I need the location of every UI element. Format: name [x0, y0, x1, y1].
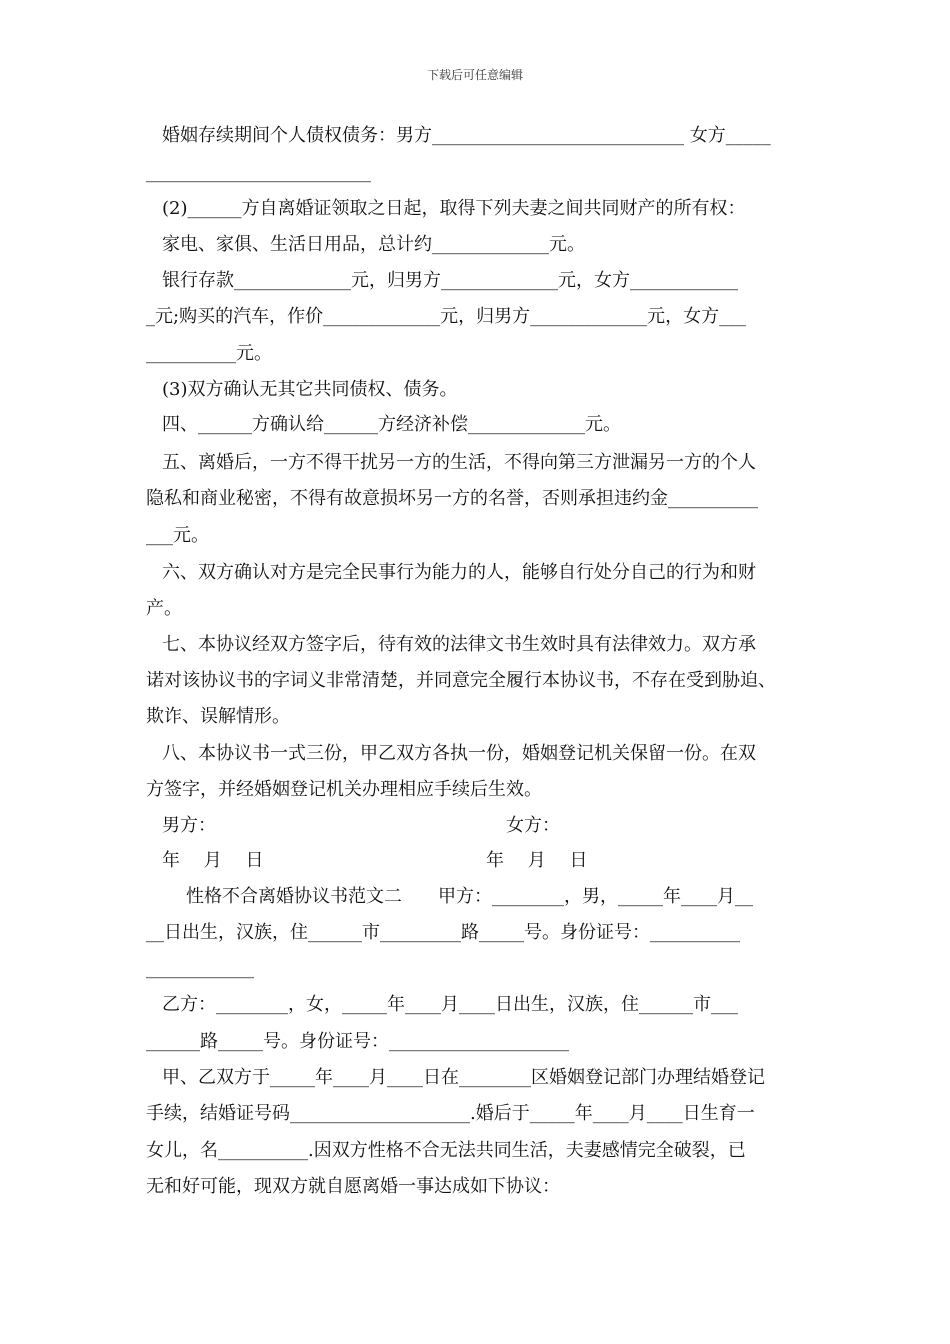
signature-female-label: 女方： [506, 815, 560, 836]
page-header-note: 下载后可任意编辑 [426, 68, 523, 82]
text-line: 家电、家俱、生活日用品，总计约_____________元。 [162, 234, 585, 255]
text-line: 八、本协议书一式三份，甲乙双方各执一份，婚姻登记机关保留一份。在双 [162, 743, 756, 764]
text-line: 银行存款_____________元，归男方_____________元，女方____________ [162, 270, 738, 291]
text-line: _元;购买的汽车，作价_____________元，归男方_____________元，女方___ [146, 306, 747, 327]
text-line: 七、本协议经双方签字后，待有效的法律文书生效时具有法律效力。双方承 [162, 634, 756, 655]
text-line: _________________________ [146, 162, 371, 183]
text-line: ______路_____号。身份证号：____________________ [146, 1031, 569, 1052]
text-line: 五、离婚后，一方不得干扰另一方的生活，不得向第三方泄漏另一方的个人 [162, 452, 756, 473]
text-line: 欺诈、误解情形。 [146, 706, 290, 727]
text-line: 乙方：________，女，_____年____月____日出生，汉族，住______市___ [162, 994, 738, 1015]
text-line: 四、______方确认给______方经济补偿_____________元。 [162, 414, 621, 435]
text-line: __________元。 [146, 343, 272, 364]
text-line: ____________ [146, 958, 254, 979]
signature-male-label: 男方： [162, 815, 216, 836]
text-line: 手续，结婚证号码____________________.婚后于_____年____月____日生育一 [146, 1103, 755, 1124]
text-line: 婚姻存续期间个人债权债务：男方____________________________ 女方_____ [162, 125, 771, 146]
text-line: 方签字，并经婚姻登记机关办理相应手续后生效。 [146, 779, 542, 800]
text-line: (2)______方自离婚证领取之日起，取得下列夫妻之间共同财产的所有权： [162, 198, 746, 219]
text-line: 甲、乙双方于_____年____月____日在________区婚姻登记部门办理结婚登记 [162, 1067, 765, 1088]
text-line: 无和好可能，现双方就自愿离婚一事达成如下协议： [146, 1176, 560, 1197]
text-line: 性格不合离婚协议书范文二 甲方：________，男，_____年____月__ [186, 886, 753, 907]
text-line: __日出生，汉族，住______市_________路_____号。身份证号：__________ [146, 922, 740, 943]
text-line: ___元。 [146, 525, 209, 546]
signature-date-right: 年 月 日 [486, 850, 588, 871]
text-line: 产。 [146, 598, 182, 619]
text-line: 六、双方确认对方是完全民事行为能力的人，能够自行处分自己的行为和财 [162, 562, 756, 583]
text-line: 女儿，名__________.因双方性格不合无法共同生活，夫妻感情完全破裂，已 [146, 1140, 746, 1161]
signature-date-left: 年 月 日 [162, 850, 264, 871]
text-line: 诺对该协议书的字词义非常清楚，并同意完全履行本协议书，不存在受到胁迫、 [146, 670, 776, 691]
text-line: (3)双方确认无其它共同债权、债务。 [162, 379, 458, 400]
text-line: 隐私和商业秘密，不得有故意损坏另一方的名誉，否则承担违约金__________ [146, 488, 758, 509]
